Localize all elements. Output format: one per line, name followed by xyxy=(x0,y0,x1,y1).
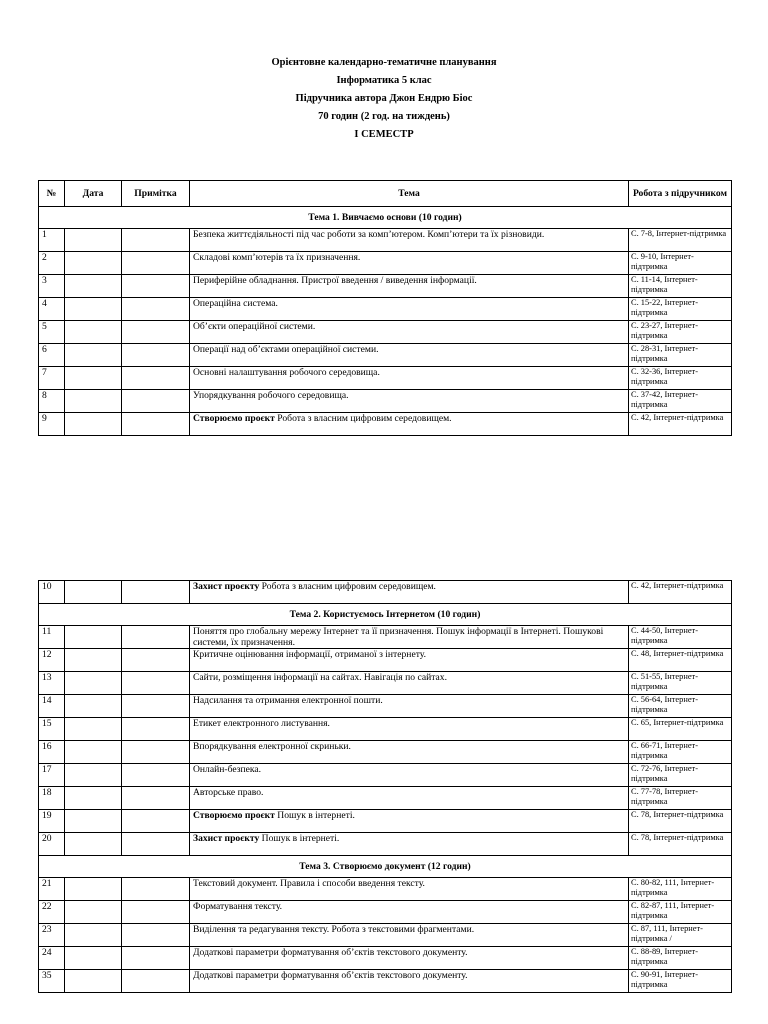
table-row xyxy=(39,390,732,413)
date-cell xyxy=(65,718,122,741)
textbook-work: С. 9-10, Інтернет-підтримка xyxy=(629,252,732,275)
lesson-theme-text: Надсилання та отримання електронної пошти. xyxy=(193,695,383,706)
lesson-theme xyxy=(190,787,629,810)
date-cell xyxy=(65,695,122,718)
date-cell xyxy=(65,413,122,436)
table-row xyxy=(39,878,732,901)
lesson-theme xyxy=(190,275,629,298)
lesson-number: 3 xyxy=(39,275,65,298)
date-cell xyxy=(65,970,122,993)
textbook-work: С. 78, Інтернет-підтримка xyxy=(629,810,732,833)
column-header-date: Дата xyxy=(65,181,122,207)
date-cell xyxy=(65,649,122,672)
table-row xyxy=(39,672,732,695)
table-row xyxy=(39,298,732,321)
header-title: Орієнтовне календарно-тематичне планування xyxy=(271,57,497,68)
note-cell xyxy=(122,672,190,695)
textbook-work: С. 7-8, Інтернет-підтримка xyxy=(629,229,732,252)
header-subject: Інформатика 5 клас xyxy=(336,75,432,86)
textbook-work: С. 42, Інтернет-підтримка xyxy=(629,413,732,436)
date-cell xyxy=(65,947,122,970)
lesson-number: 17 xyxy=(39,764,65,787)
document-header xyxy=(0,54,768,144)
table-row xyxy=(39,275,732,298)
date-cell xyxy=(65,764,122,787)
date-cell xyxy=(65,672,122,695)
date-cell xyxy=(65,741,122,764)
lesson-theme-text: Поняття про глобальну мережу Інтернет та її призначення. Пошук інформації в Інтернеті. Пошукові системи, їх призначення. xyxy=(193,626,604,648)
lesson-number: 22 xyxy=(39,901,65,924)
textbook-work: С. 11-14, Інтернет-підтримка xyxy=(629,275,732,298)
lesson-theme-text: Додаткові параметри форматування об’єктів текстового документу. xyxy=(193,970,468,981)
textbook-work: С. 66-71, Інтернет-підтримка xyxy=(629,741,732,764)
lesson-theme xyxy=(190,321,629,344)
date-cell xyxy=(65,298,122,321)
textbook-work: С. 48, Інтернет-підтримка xyxy=(629,649,732,672)
lesson-number: 20 xyxy=(39,833,65,856)
note-cell xyxy=(122,413,190,436)
lesson-theme-text: Робота з власним цифровим середовищем. xyxy=(274,413,452,424)
textbook-work: С. 78, Інтернет-підтримка xyxy=(629,833,732,856)
note-cell xyxy=(122,718,190,741)
note-cell xyxy=(122,275,190,298)
project-label: Створюємо проєкт xyxy=(193,810,275,821)
note-cell xyxy=(122,298,190,321)
lesson-theme-text: Додаткові параметри форматування об’єктів текстового документу. xyxy=(193,947,468,958)
date-cell xyxy=(65,901,122,924)
textbook-work: С. 80-82, 111, Інтернет-підтримка xyxy=(629,878,732,901)
lesson-theme-text: Виділення та редагування тексту. Робота з текстовими фрагментами. xyxy=(193,924,475,935)
note-cell xyxy=(122,787,190,810)
lesson-theme-text: Операційна система. xyxy=(193,298,278,309)
lesson-theme xyxy=(190,252,629,275)
table-row xyxy=(39,413,732,436)
header-textbook: Підручника автора Джон Ендрю Біос xyxy=(295,93,473,104)
table-row xyxy=(39,810,732,833)
table-row xyxy=(39,649,732,672)
lesson-theme xyxy=(190,810,629,833)
note-cell xyxy=(122,626,190,649)
date-cell xyxy=(65,275,122,298)
lesson-theme xyxy=(190,581,629,604)
lesson-theme-text: Критичне оцінювання інформації, отриманої з інтернету. xyxy=(193,649,426,660)
lesson-theme-text: Безпека життєдіяльності під час роботи за комп’ютером. Комп’ютери та їх різновиди. xyxy=(193,229,545,240)
table-row xyxy=(39,695,732,718)
date-cell xyxy=(65,833,122,856)
lesson-number: 6 xyxy=(39,344,65,367)
lesson-theme-text: Форматування тексту. xyxy=(193,901,283,912)
textbook-work: С. 65, Інтернет-підтримка xyxy=(629,718,732,741)
lesson-theme xyxy=(190,718,629,741)
table-row xyxy=(39,718,732,741)
note-cell xyxy=(122,321,190,344)
lesson-number: 8 xyxy=(39,390,65,413)
lesson-number: 21 xyxy=(39,878,65,901)
lesson-number: 9 xyxy=(39,413,65,436)
lesson-number: 7 xyxy=(39,367,65,390)
topic-title: Тема 2. Користуємось Інтернетом (10 годин) xyxy=(39,604,732,626)
lesson-theme-text: Сайти, розміщення інформації на сайтах. Навігація по сайтах. xyxy=(193,672,447,683)
note-cell xyxy=(122,901,190,924)
lesson-number: 16 xyxy=(39,741,65,764)
textbook-work: С. 88-89, Інтернет-підтримка xyxy=(629,947,732,970)
textbook-work: С. 82-87, 111, Інтернет-підтримка xyxy=(629,901,732,924)
textbook-work: С. 23-27, Інтернет-підтримка xyxy=(629,321,732,344)
table-row xyxy=(39,344,732,367)
table-row xyxy=(39,764,732,787)
lesson-theme-text: Основні налаштування робочого середовища. xyxy=(193,367,380,378)
lesson-number: 15 xyxy=(39,718,65,741)
lesson-theme-text: Впорядкування електронної скриньки. xyxy=(193,741,351,752)
table-row xyxy=(39,924,732,947)
table-row xyxy=(39,947,732,970)
column-header-num: № xyxy=(39,181,65,207)
header-hours: 70 годин (2 год. на тиждень) xyxy=(318,111,450,122)
textbook-work: С. 42, Інтернет-підтримка xyxy=(629,581,732,604)
lesson-theme xyxy=(190,901,629,924)
lesson-number: 5 xyxy=(39,321,65,344)
textbook-work: С. 15-22, Інтернет-підтримка xyxy=(629,298,732,321)
textbook-work: С. 28-31, Інтернет-підтримка xyxy=(629,344,732,367)
textbook-work: С. 37-42, Інтернет-підтримка xyxy=(629,390,732,413)
table-row xyxy=(39,741,732,764)
note-cell xyxy=(122,810,190,833)
topic-title: Тема 1. Вивчаємо основи (10 годин) xyxy=(39,207,732,229)
table-row xyxy=(39,581,732,604)
textbook-work: С. 87, 111, Інтернет-підтримка / xyxy=(629,924,732,947)
table-row xyxy=(39,970,732,993)
note-cell xyxy=(122,649,190,672)
date-cell xyxy=(65,390,122,413)
table-row xyxy=(39,252,732,275)
lesson-theme-text: Операції над об’єктами операційної системи. xyxy=(193,344,379,355)
date-cell xyxy=(65,626,122,649)
lesson-number: 18 xyxy=(39,787,65,810)
date-cell xyxy=(65,581,122,604)
textbook-work: С. 56-64, Інтернет-підтримка xyxy=(629,695,732,718)
lesson-theme xyxy=(190,367,629,390)
lesson-theme xyxy=(190,344,629,367)
lesson-number: 12 xyxy=(39,649,65,672)
table-row xyxy=(39,229,732,252)
plan-table-page-1 xyxy=(38,180,732,436)
header-semester: І СЕМЕСТР xyxy=(354,129,414,140)
lesson-number: 23 xyxy=(39,924,65,947)
textbook-work: С. 77-78, Інтернет-підтримка xyxy=(629,787,732,810)
lesson-number: 19 xyxy=(39,810,65,833)
lesson-theme-text: Текстовий документ. Правила і способи введення тексту. xyxy=(193,878,425,889)
lesson-theme xyxy=(190,764,629,787)
lesson-theme xyxy=(190,298,629,321)
lesson-number: 11 xyxy=(39,626,65,649)
lesson-number: 2 xyxy=(39,252,65,275)
project-label: Захист проєкту xyxy=(193,833,260,844)
lesson-number: 13 xyxy=(39,672,65,695)
note-cell xyxy=(122,947,190,970)
column-header-note: Примітка xyxy=(122,181,190,207)
date-cell xyxy=(65,367,122,390)
lesson-theme-text: Об’єкти операційної системи. xyxy=(193,321,316,332)
lesson-theme-text: Авторське право. xyxy=(193,787,264,798)
lesson-number: 10 xyxy=(39,581,65,604)
note-cell xyxy=(122,924,190,947)
textbook-work: С. 90-91, Інтернет-підтримка xyxy=(629,970,732,993)
note-cell xyxy=(122,390,190,413)
lesson-theme-text: Периферійне обладнання. Пристрої введення / виведення інформації. xyxy=(193,275,477,286)
note-cell xyxy=(122,970,190,993)
lesson-theme-text: Упорядкування робочого середовища. xyxy=(193,390,349,401)
topic-row xyxy=(39,856,732,878)
note-cell xyxy=(122,764,190,787)
note-cell xyxy=(122,833,190,856)
lesson-theme xyxy=(190,833,629,856)
plan-table-page-2 xyxy=(38,580,732,993)
lesson-theme-text: Складові комп’ютерів та їх призначення. xyxy=(193,252,361,263)
table-row xyxy=(39,321,732,344)
lesson-theme xyxy=(190,626,629,649)
table-row xyxy=(39,626,732,649)
lesson-theme-text: Пошук в інтернеті. xyxy=(274,810,355,821)
date-cell xyxy=(65,924,122,947)
note-cell xyxy=(122,367,190,390)
textbook-work: С. 32-36, Інтернет-підтримка xyxy=(629,367,732,390)
lesson-theme xyxy=(190,413,629,436)
note-cell xyxy=(122,344,190,367)
table-row xyxy=(39,787,732,810)
lesson-theme xyxy=(190,970,629,993)
textbook-work: С. 72-76, Інтернет-підтримка xyxy=(629,764,732,787)
lesson-theme xyxy=(190,741,629,764)
lesson-number: 4 xyxy=(39,298,65,321)
note-cell xyxy=(122,695,190,718)
date-cell xyxy=(65,344,122,367)
lesson-theme xyxy=(190,390,629,413)
lesson-theme xyxy=(190,672,629,695)
column-header-theme: Тема xyxy=(190,181,629,207)
table-header-row xyxy=(39,181,732,207)
topic-row xyxy=(39,207,732,229)
date-cell xyxy=(65,321,122,344)
project-label: Створюємо проєкт xyxy=(193,413,275,424)
lesson-theme-text: Пошук в інтернеті. xyxy=(259,833,340,844)
lesson-theme xyxy=(190,924,629,947)
note-cell xyxy=(122,741,190,764)
column-header-work: Робота з підручником xyxy=(629,181,732,207)
topic-row xyxy=(39,604,732,626)
lesson-theme xyxy=(190,649,629,672)
date-cell xyxy=(65,878,122,901)
topic-title: Тема 3. Створюємо документ (12 годин) xyxy=(39,856,732,878)
lesson-number: 14 xyxy=(39,695,65,718)
table-row xyxy=(39,833,732,856)
date-cell xyxy=(65,810,122,833)
table-row xyxy=(39,367,732,390)
date-cell xyxy=(65,252,122,275)
date-cell xyxy=(65,787,122,810)
project-label: Захист проєкту xyxy=(193,581,260,592)
lesson-theme-text: Етикет електронного листування. xyxy=(193,718,330,729)
note-cell xyxy=(122,581,190,604)
lesson-theme xyxy=(190,229,629,252)
lesson-number: 24 xyxy=(39,947,65,970)
lesson-theme-text: Онлайн-безпека. xyxy=(193,764,262,775)
textbook-work: С. 44-50, Інтернет-підтримка xyxy=(629,626,732,649)
note-cell xyxy=(122,252,190,275)
lesson-theme xyxy=(190,878,629,901)
lesson-number: 1 xyxy=(39,229,65,252)
lesson-theme-text: Робота з власним цифровим середовищем. xyxy=(259,581,436,592)
date-cell xyxy=(65,229,122,252)
lesson-number: 35 xyxy=(39,970,65,993)
lesson-theme xyxy=(190,695,629,718)
table-row xyxy=(39,901,732,924)
note-cell xyxy=(122,229,190,252)
note-cell xyxy=(122,878,190,901)
lesson-theme xyxy=(190,947,629,970)
textbook-work: С. 51-55, Інтернет-підтримка xyxy=(629,672,732,695)
